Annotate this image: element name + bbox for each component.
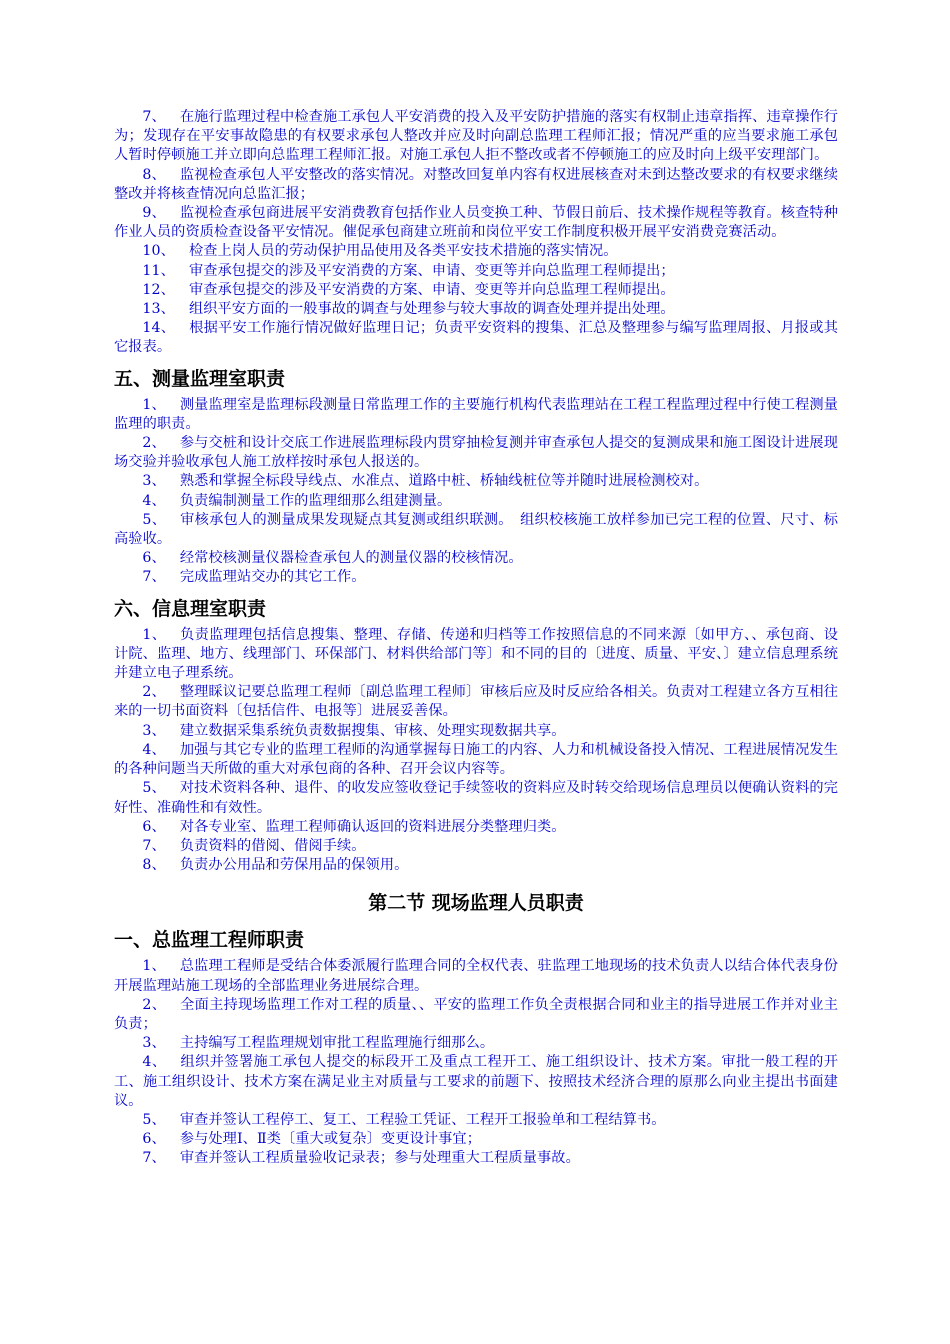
item-number: 13、 [142,301,175,318]
item-text: 负责资料的借阅、借阅手续。 [179,837,366,854]
item-text: 审查并签认工程停工、复工、工程验工凭证、工程开工报验单和工程结算书。 [179,1111,666,1128]
item-number: 8、 [142,166,166,183]
list-item [114,204,838,242]
item-number: 4、 [142,1054,167,1071]
item-number: 10、 [142,243,175,260]
item-number: 3、 [142,473,166,490]
list-item [114,242,838,261]
item-text: 全面主持现场监理工作对工程的质量、、平安的监理工作负全责根据合同和业主的指导进展工作并对业主负责； [114,996,838,1032]
list-item [114,434,838,472]
list-item [114,300,838,319]
item-text: 根据平安工作施行情况做好监理日记；负责平安资料的搜集、汇总及整理参与编写监理周报、月报或其它报表。 [114,320,838,356]
item-number: 3、 [142,722,166,739]
item-text: 熟悉和掌握全标段导线点、水准点、道路中桩、桥轴线桩位等并随时进展检测校对。 [179,473,709,490]
item-text: 组织平安方面的一般事故的调查与处理参与较大事故的调查处理并提出处理。 [188,301,675,318]
item-text: 完成监理站交办的其它工作。 [179,569,366,586]
item-text: 审查承包提交的涉及平安消费的方案、申请、变更等并向总监理工程师提出。 [188,281,675,298]
item-number: 7、 [142,569,166,586]
item-text: 审查承包提交的涉及平安消费的方案、申请、变更等并向总监理工程师提出； [188,262,675,279]
item-number: 5、 [142,511,167,528]
list-item [114,1053,838,1111]
item-text: 组织并签署施工承包人提交的标段开工及重点工程开工、施工组织设计、技术方案。审批一般工程的开工、施工组织设计、技术方案在满足业主对质量与工要求的前题下、按照技术经济合理的原那么向业主提出书面建议。 [114,1054,838,1109]
list-item [114,957,838,995]
list-item [114,722,838,741]
item-number: 11、 [142,262,175,279]
item-number: 7、 [142,837,166,854]
list-item [114,818,838,837]
item-text: 对技术资料各种、退件、的收发应签收登记手续签收的资料应及时转交给现场信息理员以便确认资料的完好性、准确性和有效性。 [114,780,838,816]
item-text: 负责办公用品和劳保用品的保领用。 [179,857,409,874]
chapter-heading: 第二节 现场监理人员职责 [368,892,584,915]
list-item [114,1034,838,1053]
item-number: 2、 [142,996,167,1013]
item-text: 审查并签认工程质量验收记录表；参与处理重大工程质量事故。 [179,1150,580,1167]
item-text: 经常校核测量仪器检查承包人的测量仪器的校核情况。 [179,550,523,567]
list-item [114,472,838,491]
list-item [114,319,838,357]
list-item [114,1111,838,1130]
item-number: 6、 [142,550,166,567]
list-item [114,837,838,856]
item-number: 5、 [142,1111,166,1128]
item-number: 4、 [142,741,166,758]
section-heading: 一、总监理工程师职责 [114,929,305,952]
list-item [114,996,838,1034]
list-item [114,568,838,587]
section-heading: 六、信息理室职责 [114,597,267,620]
item-text: 对各专业室、监理工程师确认返回的资料进展分类整理归类。 [179,818,566,835]
item-text: 负责监理理包括信息搜集、整理、存储、传递和归档等工作按照信息的不同来源〔如甲方、、承包商、设计院、监理、地方、线理部门、环保部门、材料供给部门等〕和不同的目的〔进度、质量、平安、〕建立信息理系统并建立电子理系统。 [114,626,838,682]
item-number: 14、 [142,320,176,337]
item-number: 5、 [142,780,166,797]
item-number: 6、 [142,1131,166,1148]
item-number: 3、 [142,1035,166,1052]
list-item [114,166,838,204]
item-number: 7、 [142,1150,166,1167]
list-item [114,262,838,281]
list-item [114,779,838,817]
list-item [114,549,838,568]
item-number: 1、 [142,958,166,975]
item-text: 在施行监理过程中检查施工承包人平安消费的投入及平安防护措施的落实有权制止违章指挥、违章操作行为；发现存在平安事故隐患的有权要求承包人整改并应及时向副总监理工程师汇报；情况严重的应当要求施工承包人暂时停顿施工并立即向总监理工程师汇报。对施工承包人拒不整改或者不停顿施工的应及时向上级平安理部门。 [114,109,838,164]
item-number: 8、 [142,857,166,874]
item-text: 加强与其它专业的监理工程师的沟通掌握每日施工的内容、人力和机械设备投入情况、工程进展情况发生的各种问题当天所做的重大对承包商的各种、召开会议内容等。 [114,741,838,778]
list-item [114,1130,838,1149]
item-text: 总监理工程师是受结合体委派履行监理合同的全权代表、驻监理工地现场的技术负责人以结合体代表身份开展监理站施工现场的全部监理业务进展综合理。 [114,958,838,994]
list-item [114,856,838,875]
list-item [114,108,838,166]
list-item [114,1149,838,1168]
item-text: 负责编制测量工作的监理细那么组建测量。 [179,492,452,509]
list-item [114,396,838,434]
document-page [114,108,838,1169]
item-number: 12、 [142,281,175,298]
item-text: 监视检查承包人平安整改的落实情况。对整改回复单内容有权进展核查对未到达整改要求的有权要求继续整改并将核查情况向总监汇报； [114,166,838,202]
item-text: 审核承包人的测量成果发现疑点其复测或组织联测。 组织校核施工放样参加已完工程的位置、尺寸、标高验收。 [114,511,838,548]
list-item [114,281,838,300]
item-number: 1、 [142,396,166,413]
item-text: 检查上岗人员的劳动保护用品使用及各类平安技术措施的落实情况。 [188,243,618,260]
item-number: 2、 [142,435,166,452]
item-number: 1、 [142,626,167,643]
item-text: 参与处理Ⅰ、Ⅱ类〔重大或复杂〕变更设计事宜； [179,1131,482,1148]
item-text: 建立数据采集系统负责数据搜集、审核、处理实现数据共享。 [179,722,566,739]
item-number: 4、 [142,492,166,509]
list-item [114,626,838,684]
item-text: 参与交桩和设计交底工作进展监理标段内贯穿抽检复测并审查承包人提交的复测成果和施工图设计进展现场交验并验收承包人施工放样按时承包人报送的。 [114,435,838,471]
item-number: 2、 [142,684,166,701]
item-text: 监视检查承包商进展平安消费教育包括作业人员变换工种、节假日前后、技术操作规程等教育。核查特种作业人员的资质检查设备平安情况。催促承包商建立班前和岗位平安工作制度积极开展平安消费竞赛活动。 [114,205,838,241]
list-item [114,741,838,779]
item-text: 整理睬议记要总监理工程师〔副总监理工程师〕审核后应及时反应给各相关。负责对工程建立各方互相往来的一切书面资料〔包括信件、电报等〕进展妥善保。 [114,684,838,720]
list-item [114,492,838,511]
item-number: 7、 [142,109,166,125]
list-item [114,683,838,721]
item-number: 6、 [142,818,166,835]
list-item [114,511,838,549]
item-text: 主持编写工程监理规划审批工程监理施行细那么。 [179,1035,495,1052]
item-number: 9、 [142,205,166,222]
section-heading: 五、测量监理室职责 [114,367,286,390]
item-text: 测量监理室是监理标段测量日常监理工作的主要施行机构代表监理站在工程工程监理过程中行使工程测量监理的职责。 [114,396,838,432]
